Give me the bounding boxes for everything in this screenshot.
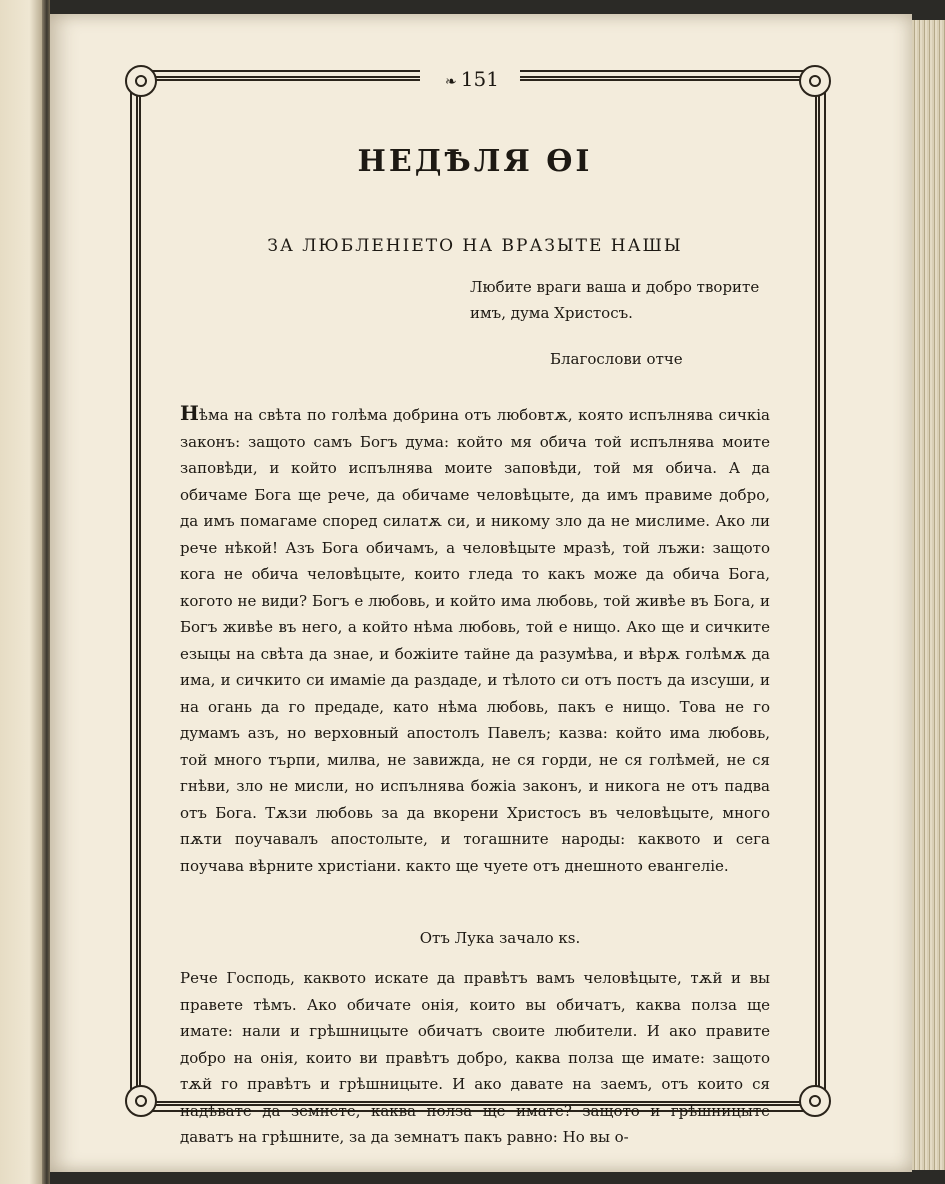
sermon-text: ѣма на свѣта по голѣма добрина отъ любовтѫ, която испълнява сичкіа законъ: защото самъ Богъ дума: който мя обича той испълнява моите заповѣди, и който испълнява моите заповѣди, той мя обича. А да обичаме Бога ще рече, да обичаме человѣцыте, да имъ правиме добро, да имъ помагаме според силатѫ си, и никому зло да не мислиме. Ако ли рече нѣкой! Азъ Бога обичамъ, а человѣцыте мразѣ, той лъжи: защото кога не обича человѣцыте, които гледа то какъ може да обича Бога, когото не види? Богъ е любовь, и който има любовь, той живѣе въ Бога, и Богъ живѣе въ него, а който нѣма любовь, той е нищо. Ако ще и сичките езыцы на свѣта да знае, и божіите тайне да разумѣва, и вѣрѫ голѣмѫ да има, и сичкито си имаміе да раздаде, и тѣлото си отъ постъ да изсуши, и на огань да го предаде, като нѣма любовь, пакъ е нищо. Това не го думамъ азъ, но верховный апостолъ Павелъ; казва: който има любовь, той много търпи, милва, не завижда, не ся горди, не ся голѣмей, не ся гнѣви, зло не мисли, но испълнява божіа законъ, и никога не отъ падва отъ Бога. Тѫзи любовь за да вкорени Христосъ въ человѣцыте, много пѫти поучавалъ апостолыте, и тогашните народы: каквото и сега поучава вѣрните христіани. както ще чуете отъ днешното евангеліе.: [180, 406, 770, 875]
sermon-subtitle: ЗА ЛЮБЛЕНІЕТО НА ВРАЗЫТЕ НАШЫ: [267, 236, 683, 256]
blessing: Благослови отче: [550, 350, 683, 368]
corner-ornament-icon: [799, 1085, 831, 1117]
corner-ornament-icon: [799, 65, 831, 97]
corner-ornament-icon: [125, 1085, 157, 1117]
left-page-edge: [0, 0, 42, 1184]
page-content: [180, 140, 770, 1151]
page-edges: [912, 20, 945, 1170]
page-number-box: [420, 66, 520, 92]
reading-heading: Отъ Лука зачало кѕ.: [419, 929, 581, 947]
epigraph: Любите враги ваша и добро творите имъ, дума Христосъ.: [470, 278, 760, 322]
drop-cap: Н: [180, 401, 199, 425]
page-number: 151: [460, 67, 499, 91]
sermon-body: [180, 400, 770, 879]
page-title: НЕДѢЛЯ ѲІ: [357, 144, 593, 179]
book-gutter: [42, 0, 50, 1184]
gospel-reading: Рече Господь, каквото искате да правѣтъ вамъ человѣцыте, тѫй и вы правете тѣмъ. Ако обичате онія, които вы обичатъ, каква полза ще имате: нали и грѣшницыте обичатъ своите любители. И ако правите добро на онія, които ви правѣтъ добро, каква полза ще имате: защото тѫй го правѣтъ и грѣшницыте. И ако давате на заемъ, отъ които ся надѣвате да земнете, каква полза ще имате? защото и грѣшницыте даватъ на грѣшните, за да земнатъ пакъ равно: Но вы о-: [180, 969, 770, 1146]
corner-ornament-icon: [125, 65, 157, 97]
leaf-ornament-icon: ❧: [445, 74, 457, 90]
